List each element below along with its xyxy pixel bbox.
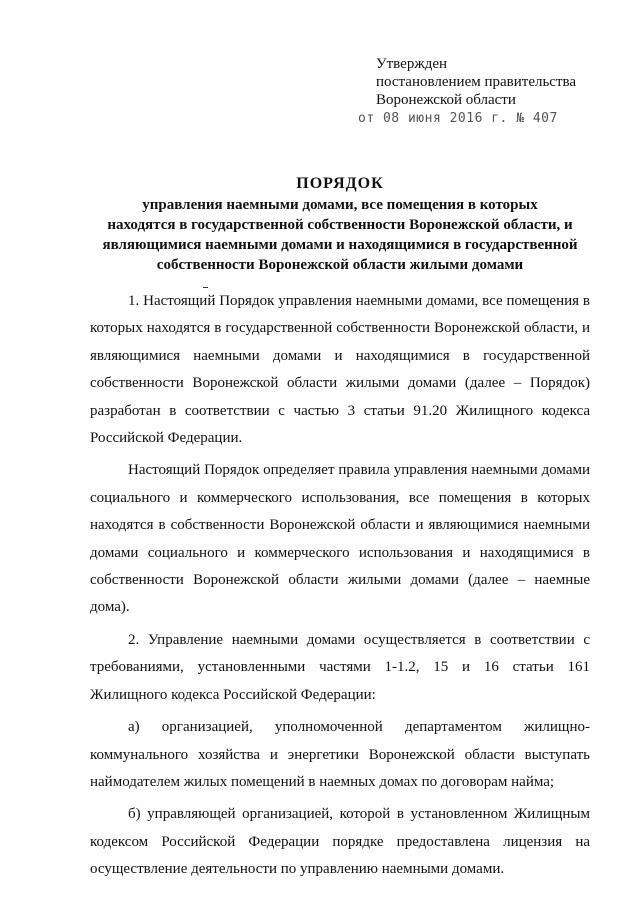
paragraph-4: а) организацией, уполномоченной департаментом жилищно-коммунального хозяйства и энергетики Воронежской области выступать наймодателем жилых помещений в наемных домах по договорам найма; <box>90 719 590 790</box>
paragraph-3: 2. Управление наемными домами осуществляется в соответствии с требованиями, установленными частями 1-1.2, 15 и 16 статьи 161 Жилищного кодекса Российской Федерации: <box>90 631 590 703</box>
title-line: являющимися наемными домами и находящимися в государственной <box>102 237 578 253</box>
title-line: собственности Воронежской области жилыми домами <box>156 257 524 273</box>
document-body <box>90 288 590 884</box>
title-line: управления наемными домами, все помещения в которых <box>142 197 538 213</box>
approval-line-approved: Утвержден <box>376 56 448 72</box>
approval-line-region: Воронежской области <box>376 92 516 108</box>
approval-date-stamp: от 08 июня 2016 г. № 407 <box>358 111 558 126</box>
document-title <box>90 174 590 275</box>
title-line: находятся в государственной собственности Воронежской области, и <box>107 217 573 233</box>
title-main: ПОРЯДОК <box>296 175 384 192</box>
paragraph-2: Настоящий Порядок определяет правила управления наемными домами социального и коммерческого использования, все помещения в которых находятся в собственности Воронежской области и являющимися наемными домами социального и коммерческого использования и находящимися в собственности Воронежской области жилыми домами (далее – наемные дома). <box>90 462 590 616</box>
paragraph-5: б) управляющей организацией, которой в установленном Жилищным кодексом Российской Федерации порядке предоставлена лицензия на осуществление деятельности по управлению наемными домами. <box>90 806 590 878</box>
approval-line-decree: постановлением правительства <box>376 74 577 90</box>
paragraph-1: 1. Настоящий Порядок управления наемными домами, все помещения в которых находятся в государственной собственности Воронежской области, и являющимися наемными домами и находящимися в государственной собственности Воронежской области жилыми домами (далее – Порядок) разработан в соответствии с частью 3 статьи 91.20 Жилищного кодекса Российской Федерации. <box>90 293 590 447</box>
approval-block <box>358 55 577 128</box>
